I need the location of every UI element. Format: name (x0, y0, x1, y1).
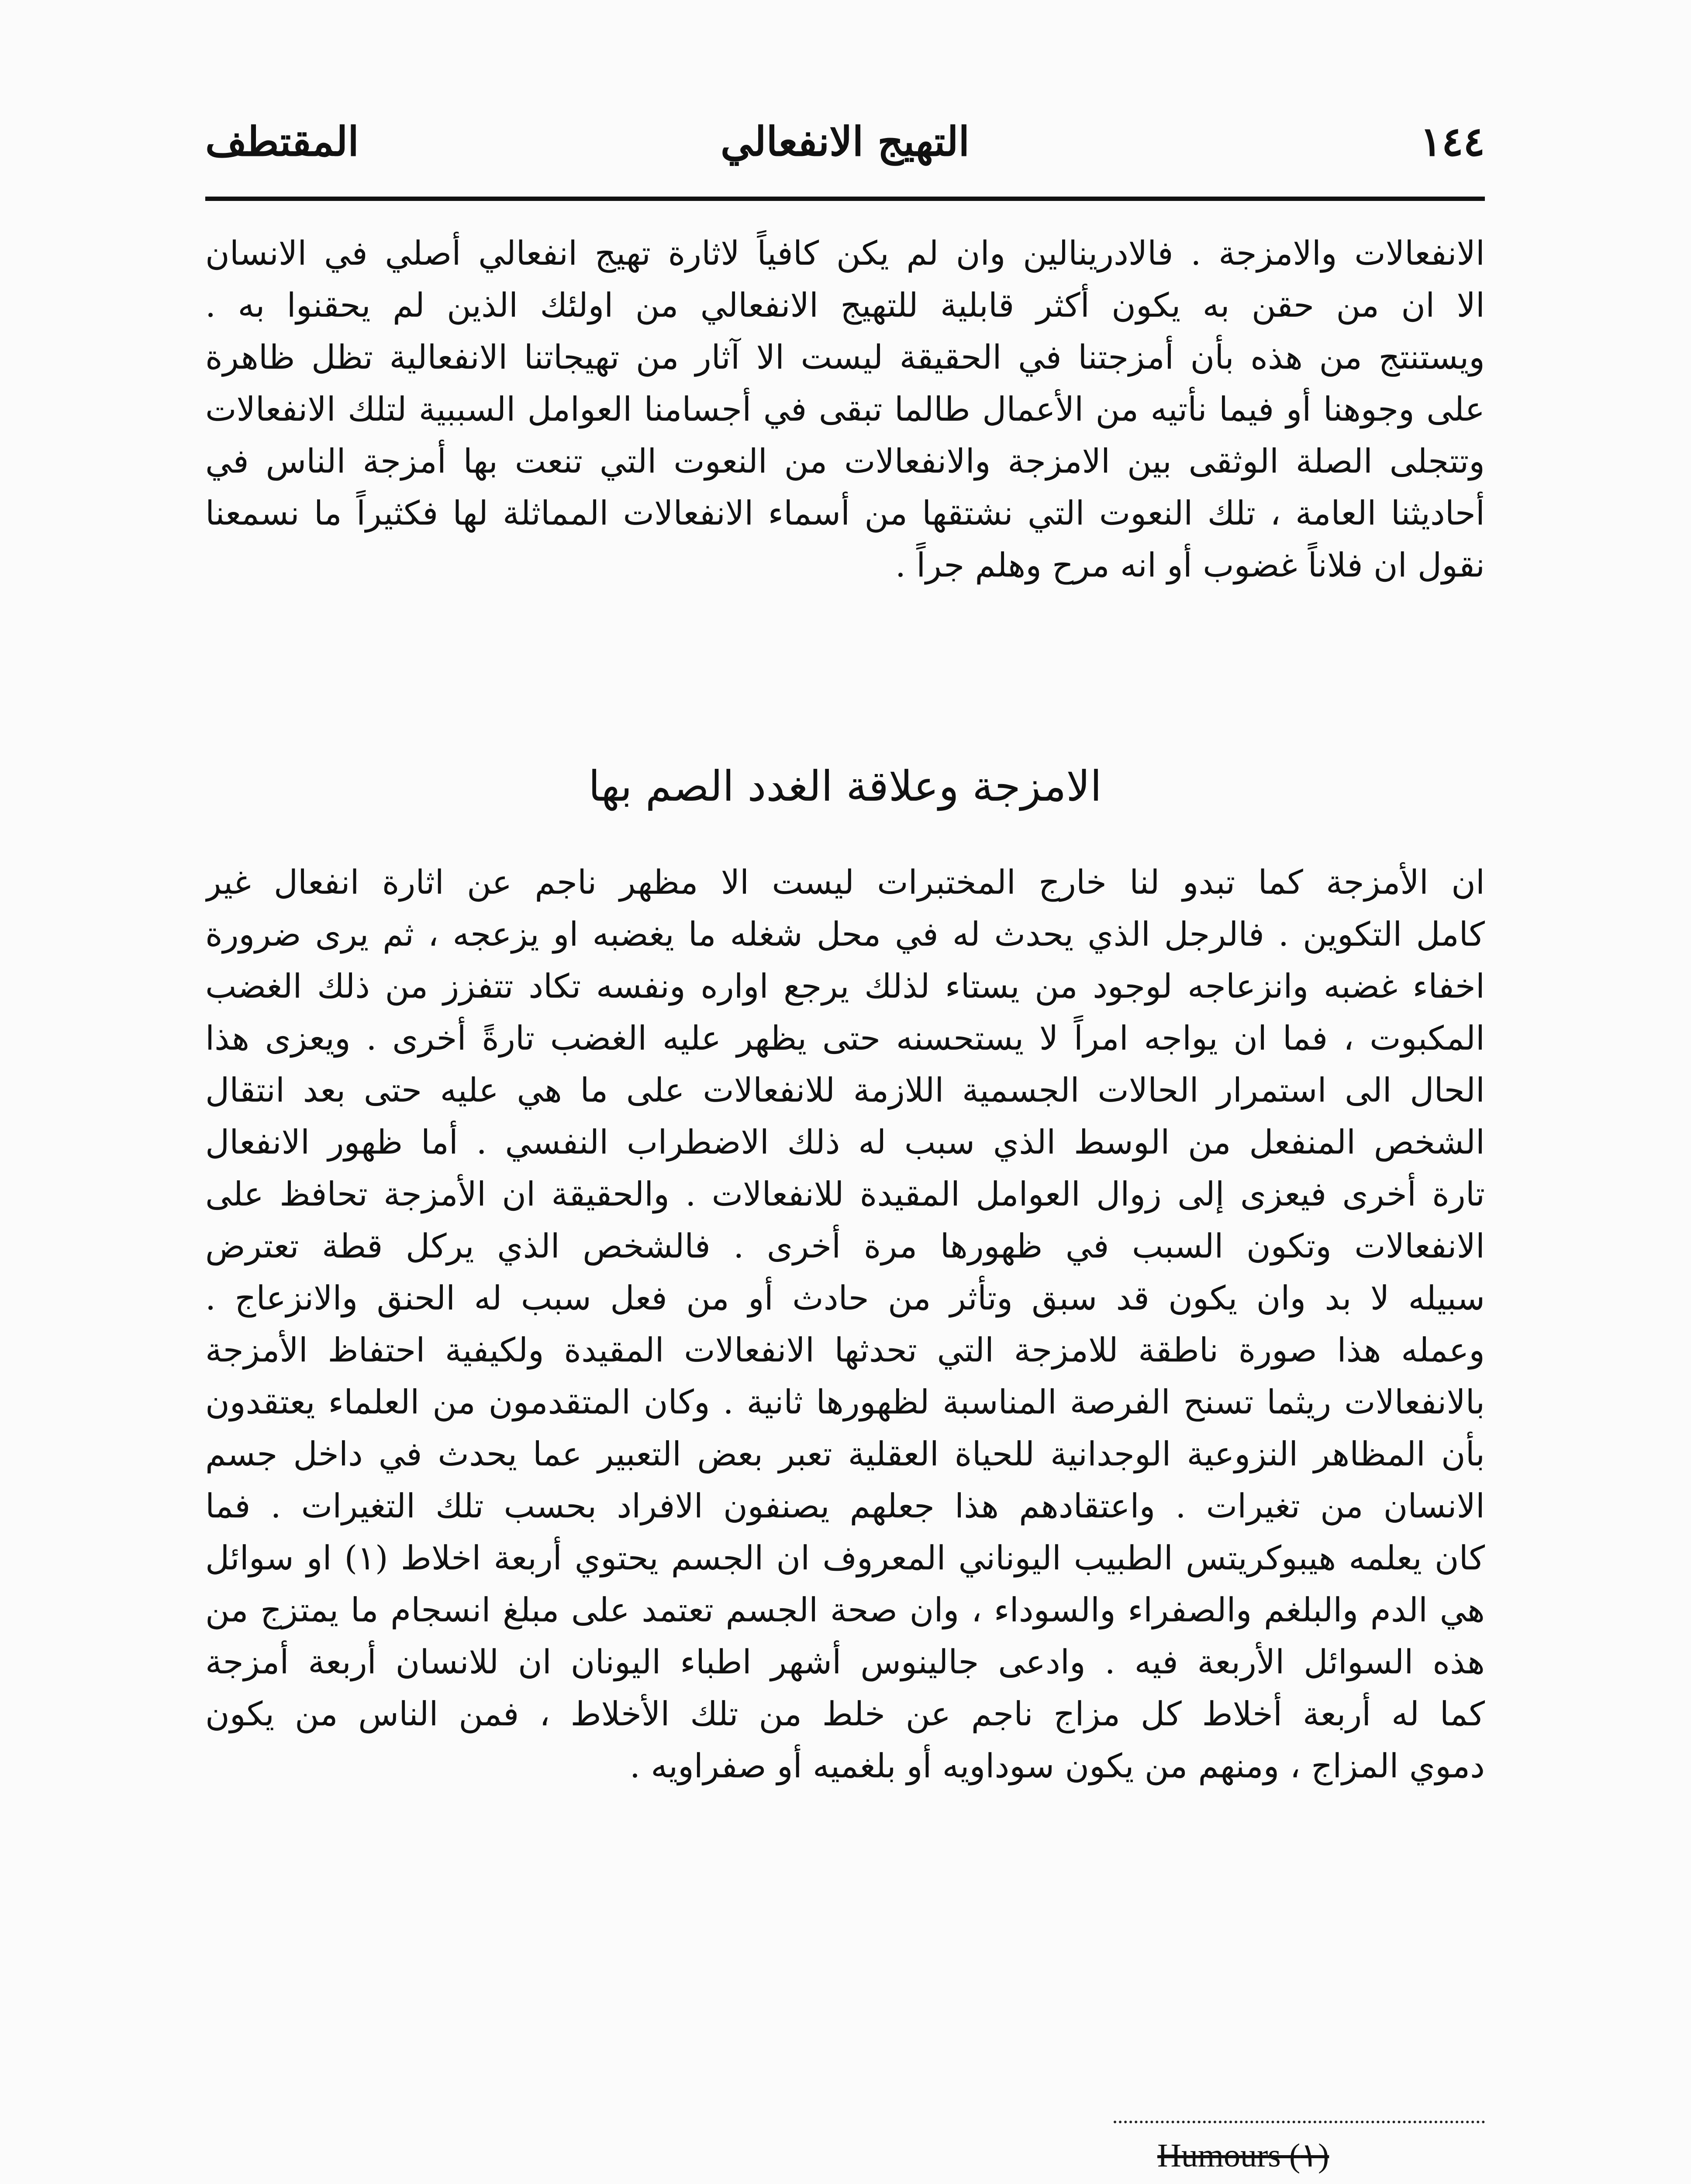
paragraph-2-line-13: الانسان من تغيرات . واعتقادهم هذا جعلهم يصنفون الافراد بحسب تلك التغيرات . فما (205, 1486, 1485, 1525)
running-title: التهيج الانفعالي (720, 118, 970, 165)
paragraph-2-line-7: تارة أخرى فيعزى إلى زوال العوامل المقيدة للانفعالات . والحقيقة ان الأمزجة تحافظ على (205, 1175, 1485, 1213)
paragraph-2-line-16: هذه السوائل الأربعة فيه . وادعى جالينوس أشهر اطباء اليونان ان للانسان أربعة أمزجة (205, 1642, 1485, 1681)
paragraph-2-line-18: دموي المزاج ، ومنهم من يكون سوداويه أو بلغميه أو صفراويه . (629, 1746, 1485, 1785)
paragraph-2-line-11: بالانفعالات ريثما تسنح الفرصة المناسبة لظهورها ثانية . وكان المتقدمون من العلماء يعتقدون (205, 1382, 1485, 1421)
paragraph-2-line-12: بأن المظاهر النزوعية الوجدانية للحياة العقلية تعبر بعض التعبير عما يحدث في داخل جسم (205, 1434, 1485, 1473)
paragraph-1-line-5: وتتجلى الصلة الوثقى بين الامزجة والانفعالات من النعوت التي تنعت بها أمزجة الناس في (205, 442, 1485, 480)
paragraph-1-line-1: الانفعالات والامزجة . فالادرينالين وان لم يكن كافياً لاثارة تهيج انفعالي أصلي في الانسان (205, 234, 1485, 273)
paragraph-2-line-2: كامل التكوين . فالرجل الذي يحدث له في محل شغله ما يغضبه او يزعجه ، ثم يرى ضرورة (205, 915, 1485, 954)
paragraph-2-line-6: الشخص المنفعل من الوسط الذي سبب له ذلك الاضطراب النفسي . أما ظهور الانفعال (205, 1123, 1485, 1161)
paragraph-2-line-15: هي الدم والبلغم والصفراء والسوداء ، وان صحة الجسم تعتمد على مبلغ انسجام ما يمتزج من (205, 1590, 1485, 1629)
paragraph-2-line-17: كما له أربعة أخلاط كل مزاج ناجم عن خلط من تلك الأخلاط ، فمن الناس من يكون (205, 1694, 1485, 1733)
page-header (205, 105, 1485, 192)
paragraph-2 (205, 856, 1485, 1792)
paragraph-2-line-10: وعمله هذا صورة ناطقة للامزجة التي تحدثها الانفعالات المقيدة ولكيفية احتفاظ الأمزجة (205, 1330, 1485, 1369)
footnote: Humours (١) (1157, 2137, 1329, 2174)
journal-name: المقتطف (205, 118, 359, 165)
paragraph-2-line-9: سبيله لا بد وان يكون قد سبق وتأثر من حادث أو من فعل سبب له الحنق والانزعاج . (205, 1279, 1485, 1317)
paragraph-1-line-4: على وجوهنا أو فيما نأتيه من الأعمال طالما تبقى في أجسامنا العوامل السببية لتلك الانفعالات (205, 390, 1485, 429)
paragraph-1 (205, 227, 1485, 591)
footnote-rule (1114, 2121, 1485, 2123)
paragraph-2-line-1: ان الأمزجة كما تبدو لنا خارج المختبرات ليست الا مظهر ناجم عن اثارة انفعال غير (205, 863, 1485, 902)
paragraph-2-line-5: الحال الى استمرار الحالات الجسمية اللازمة للانفعالات على ما هي عليه حتى بعد انتقال (205, 1071, 1485, 1109)
paragraph-2-line-3: اخفاء غضبه وانزعاجه لوجود من يستاء لذلك يرجع اواره ونفسه تكاد تتفزز من ذلك الغضب (205, 967, 1485, 1006)
page-number: ١٤٤ (1420, 118, 1485, 165)
paragraph-1-line-2: الا ان من حقن به يكون أكثر قابلية للتهيج الانفعالي من اولئك الذين لم يحقنوا به . (205, 286, 1485, 325)
paragraph-2-line-14: كان يعلمه هيبوكريتس الطبيب اليوناني المعروف ان الجسم يحتوي أربعة اخلاط (١) او سوائل (205, 1538, 1485, 1577)
section-heading: الامزجة وعلاقة الغدد الصم بها (588, 762, 1102, 811)
header-rule (205, 197, 1485, 201)
paragraph-1-line-3: ويستنتج من هذه بأن أمزجتنا في الحقيقة ليست الا آثار من تهيجاتنا الانفعالية تظل ظاهرة (205, 338, 1485, 377)
paragraph-1-line-7: نقول ان فلاناً غضوب أو انه مرح وهلم جراً . (895, 546, 1485, 584)
paragraph-1-line-6: أحاديثنا العامة ، تلك النعوت التي نشتقها من أسماء الانفعالات المماثلة لها فكثيراً ما نسمعنا (205, 494, 1485, 532)
paragraph-2-line-4: المكبوت ، فما ان يواجه امراً لا يستحسنه حتى يظهر عليه الغضب تارةً أخرى . ويعزى هذا (205, 1019, 1485, 1057)
paragraph-2-line-8: الانفعالات وتكون السبب في ظهورها مرة أخرى . فالشخص الذي يركل قطة تعترض (205, 1227, 1485, 1265)
